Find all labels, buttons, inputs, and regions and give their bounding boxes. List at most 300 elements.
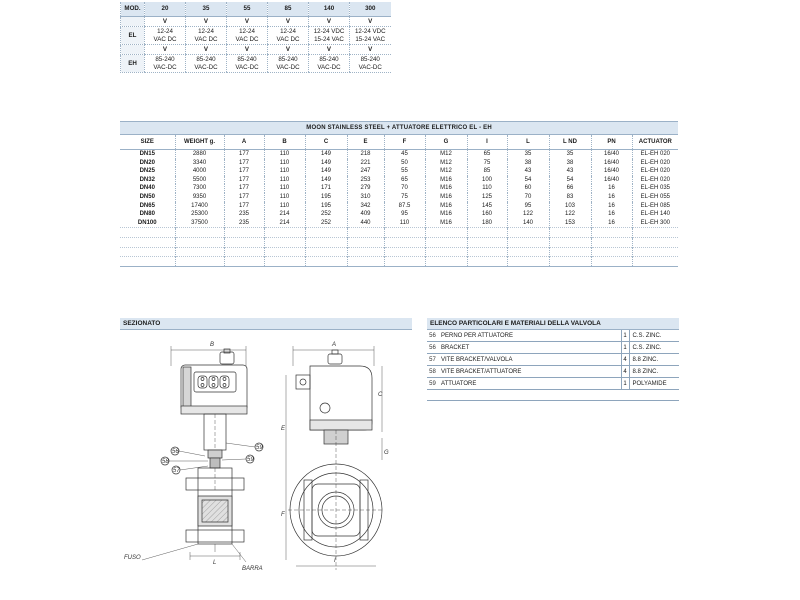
- voltage-cell: [145, 27, 186, 45]
- voltage-cell: V: [268, 45, 309, 55]
- dimension-cell: 70: [507, 193, 549, 202]
- voltage-cell: V: [227, 45, 268, 55]
- empty-cell: [224, 247, 264, 257]
- dimension-column-header: I: [467, 135, 507, 150]
- voltage-cell-line: 12-24: [280, 28, 296, 36]
- voltage-cell: V: [145, 45, 186, 55]
- dimension-cell: 95: [384, 210, 425, 219]
- dimension-cell: 95: [507, 202, 549, 211]
- dimension-cell: 177: [224, 159, 264, 168]
- voltage-cell: V: [350, 45, 391, 55]
- empty-cell: [632, 257, 678, 267]
- voltage-cell-line: 12-24: [198, 28, 214, 36]
- empty-cell: [425, 257, 467, 267]
- table-row: [120, 219, 678, 228]
- part-qty: 4: [621, 366, 629, 378]
- part-material: 8.8 ZINC.: [629, 354, 679, 366]
- dimension-cell: DN100: [137, 219, 157, 226]
- valve-drawing: [120, 330, 420, 575]
- voltage-row-label: [121, 17, 145, 27]
- dimension-cell: 16: [591, 193, 632, 202]
- dimension-cell: 4000: [175, 167, 224, 176]
- voltage-cell: [227, 55, 268, 73]
- voltage-cell-line: 85-240: [360, 56, 380, 64]
- dimension-cell: 149: [305, 167, 347, 176]
- table-row: [120, 167, 678, 176]
- dimension-cell: 50: [384, 159, 425, 168]
- dimension-cell: EL-EH 035: [632, 184, 678, 193]
- dimension-cell: 25300: [175, 210, 224, 219]
- voltage-cell-line: VAC-DC: [235, 63, 259, 71]
- voltage-cell: V: [186, 45, 227, 55]
- dimension-cell: 38: [507, 159, 549, 168]
- empty-cell: [591, 247, 632, 257]
- voltage-header-cell: 55: [227, 2, 268, 17]
- part-name: BRACKET: [438, 342, 621, 354]
- part-name: VITE BRACKET/VALVOLA: [438, 354, 621, 366]
- empty-cell: [425, 237, 467, 247]
- dimension-cell: DN15: [139, 151, 155, 157]
- voltage-cell: [350, 55, 391, 73]
- dimension-cell: 195: [305, 193, 347, 202]
- dimension-column-header: C: [305, 135, 347, 150]
- dimension-cell: 145: [467, 202, 507, 211]
- empty-cell: [224, 228, 264, 238]
- voltage-cell: V: [145, 17, 186, 27]
- table-row: [120, 150, 678, 159]
- empty-cell: [549, 237, 591, 247]
- dimension-column-header: E: [347, 135, 384, 150]
- dimension-column-header: G: [425, 135, 467, 150]
- part-material: C.S. ZINC.: [629, 342, 679, 354]
- dimension-cell: EL-EH 020: [632, 176, 678, 185]
- dimension-cell: 2880: [175, 150, 224, 159]
- voltage-cell: [309, 55, 350, 73]
- empty-row: [120, 237, 678, 247]
- dimension-cell: 252: [305, 210, 347, 219]
- dimension-cell: 149: [305, 176, 347, 185]
- dimension-cell: 171: [305, 184, 347, 193]
- dim-label-i: I: [334, 558, 336, 564]
- empty-cell: [305, 237, 347, 247]
- dim-label-b: B: [210, 342, 215, 348]
- empty-cell: [347, 257, 384, 267]
- dimension-table: [120, 121, 678, 267]
- list-item: [427, 330, 679, 342]
- table-row: [120, 184, 678, 193]
- part-qty: 1: [621, 330, 629, 342]
- dimension-cell: 16/40: [591, 176, 632, 185]
- empty-cell: [507, 247, 549, 257]
- dimension-cell: 177: [224, 176, 264, 185]
- dimension-cell: 35: [507, 150, 549, 159]
- part-material: C.S. ZINC.: [629, 330, 679, 342]
- empty-cell: [591, 257, 632, 267]
- dimension-cell: 110: [264, 167, 305, 176]
- part-n: 59: [427, 378, 438, 390]
- voltage-cell: [186, 27, 227, 45]
- empty-cell: [347, 237, 384, 247]
- empty-cell: [591, 228, 632, 238]
- voltage-cell-line: VAC-DC: [153, 63, 177, 71]
- voltage-cell: [350, 27, 391, 45]
- dimension-cell: 110: [264, 150, 305, 159]
- voltage-cell-line: VAC DC: [235, 35, 259, 43]
- dimension-cell: EL-EH 055: [632, 193, 678, 202]
- voltage-row-label: EL: [121, 27, 145, 45]
- dimension-cell: 160: [467, 210, 507, 219]
- empty-cell: [384, 228, 425, 238]
- voltage-header-cell: 35: [186, 2, 227, 17]
- part-n: 56: [427, 342, 438, 354]
- voltage-header-cell: 300: [350, 2, 391, 17]
- voltage-cell-line: 85-240: [196, 56, 216, 64]
- dimension-column-header: PN: [591, 135, 632, 150]
- dimension-cell: 43: [549, 167, 591, 176]
- empty-cell: [347, 228, 384, 238]
- empty-cell: [467, 228, 507, 238]
- dimension-cell: 65: [384, 176, 425, 185]
- dimension-cell: M12: [425, 167, 467, 176]
- callout-59a: 59: [256, 445, 263, 451]
- dimension-cell: 110: [264, 193, 305, 202]
- dimension-cell: 214: [264, 219, 305, 228]
- voltage-cell: [268, 27, 309, 45]
- dimension-cell: 66: [549, 184, 591, 193]
- dimension-cell: 85: [467, 167, 507, 176]
- dimension-cell: 3340: [175, 159, 224, 168]
- voltage-cell-line: 85-240: [155, 56, 175, 64]
- table-row: [120, 210, 678, 219]
- dimension-cell: 87.5: [384, 202, 425, 211]
- dimension-cell: DN80: [139, 211, 155, 218]
- dimension-cell: 235: [224, 210, 264, 219]
- dimension-cell: 125: [467, 193, 507, 202]
- dimension-cell: 65: [467, 150, 507, 159]
- dimension-cell: 177: [224, 193, 264, 202]
- dimension-cell: 149: [305, 150, 347, 159]
- dimension-cell: 153: [549, 219, 591, 228]
- voltage-cell-line: 85-240: [237, 56, 257, 64]
- voltage-cell-line: VAC-DC: [194, 63, 218, 71]
- parts-title: ELENCO PARTICOLARI E MATERIALI DELLA VALVOLA: [427, 318, 679, 330]
- voltage-cell: [186, 55, 227, 73]
- dimension-cell: 70: [384, 184, 425, 193]
- dimension-cell: EL-EH 020: [632, 159, 678, 168]
- voltage-cell: [227, 27, 268, 45]
- dimension-cell: DN25: [139, 168, 155, 175]
- dimension-cell: 177: [224, 167, 264, 176]
- parts-rule: [427, 400, 679, 401]
- empty-cell: [507, 257, 549, 267]
- dimension-cell: 5500: [175, 176, 224, 185]
- part-name: ATTUATORE: [438, 378, 621, 390]
- empty-cell: [264, 228, 305, 238]
- empty-cell: [632, 247, 678, 257]
- voltage-cell-line: 15-24 VAC: [355, 35, 386, 43]
- empty-cell: [264, 237, 305, 247]
- dimension-cell: 221: [347, 159, 384, 168]
- dim-label-g: G: [384, 450, 389, 456]
- empty-cell: [467, 247, 507, 257]
- dimension-cell: 17400: [175, 202, 224, 211]
- empty-cell: [632, 237, 678, 247]
- dimension-cell: 9350: [175, 193, 224, 202]
- empty-cell: [507, 237, 549, 247]
- dimension-column-header: SIZE: [120, 135, 175, 150]
- empty-cell: [549, 247, 591, 257]
- callout-56: 56: [172, 449, 179, 455]
- dimension-cell: 110: [467, 184, 507, 193]
- dimension-cell: DN40: [139, 185, 155, 192]
- dimension-cell: 180: [467, 219, 507, 228]
- dimension-table-title: MOON STAINLESS STEEL + ATTUATORE ELETTRICO EL - EH: [120, 122, 678, 135]
- empty-cell: [384, 257, 425, 267]
- dimension-cell: 75: [384, 193, 425, 202]
- dimension-cell: DN20: [139, 159, 155, 166]
- dim-label-f: F: [281, 512, 285, 518]
- dimension-cell: 100: [467, 176, 507, 185]
- empty-row: [120, 247, 678, 257]
- empty-cell: [305, 228, 347, 238]
- voltage-cell: V: [268, 17, 309, 27]
- dimension-cell: EL-EH 140: [632, 210, 678, 219]
- part-material: POLYAMIDE: [629, 378, 679, 390]
- part-name: PERNO PER ATTUATORE: [438, 330, 621, 342]
- empty-cell: [549, 257, 591, 267]
- dimension-cell: 253: [347, 176, 384, 185]
- dim-label-c: C: [378, 392, 383, 398]
- voltage-cell: V: [309, 45, 350, 55]
- voltage-cell: V: [186, 17, 227, 27]
- dimension-cell: 177: [224, 150, 264, 159]
- voltage-cell-line: VAC-DC: [358, 63, 382, 71]
- dimension-cell: 16/40: [591, 159, 632, 168]
- dimension-cell: DN32: [139, 176, 155, 183]
- dimension-cell: 35: [549, 150, 591, 159]
- dimension-cell: M16: [425, 219, 467, 228]
- empty-cell: [224, 237, 264, 247]
- empty-cell: [264, 247, 305, 257]
- dimension-cell: EL-EH 300: [632, 219, 678, 228]
- voltage-cell-line: VAC DC: [276, 35, 300, 43]
- callout-59b: 59: [247, 457, 254, 463]
- dimension-cell: 16/40: [591, 150, 632, 159]
- dimension-cell: 110: [264, 159, 305, 168]
- voltage-cell: V: [350, 17, 391, 27]
- voltage-header-cell: 20: [145, 2, 186, 17]
- dimension-cell: 214: [264, 210, 305, 219]
- dimension-cell: EL-EH 020: [632, 150, 678, 159]
- dim-label-l: L: [213, 560, 217, 566]
- empty-cell: [591, 237, 632, 247]
- dimension-cell: 310: [347, 193, 384, 202]
- label-fuso: FUSO: [124, 555, 141, 561]
- dimension-cell: 45: [384, 150, 425, 159]
- dimension-cell: 110: [264, 202, 305, 211]
- dimension-column-header: A: [224, 135, 264, 150]
- dimension-cell: 279: [347, 184, 384, 193]
- dimension-column-header: ACTUATOR: [632, 135, 678, 150]
- voltage-header-cell: 85: [268, 2, 309, 17]
- empty-cell: [305, 257, 347, 267]
- dimension-cell: DN65: [139, 202, 155, 209]
- empty-cell: [120, 237, 175, 247]
- dimension-cell: 16: [591, 202, 632, 211]
- dimension-cell: 247: [347, 167, 384, 176]
- dimension-cell: 37500: [175, 219, 224, 228]
- dimension-cell: 122: [549, 210, 591, 219]
- part-qty: 4: [621, 354, 629, 366]
- dimension-cell: 38: [549, 159, 591, 168]
- dimension-cell: EL-EH 020: [632, 167, 678, 176]
- section-title: SEZIONATO: [120, 318, 412, 330]
- dimension-cell: 409: [347, 210, 384, 219]
- voltage-row-label: [121, 45, 145, 55]
- dimension-cell: M12: [425, 150, 467, 159]
- dimension-cell: 177: [224, 202, 264, 211]
- voltage-cell-line: 12-24: [239, 28, 255, 36]
- part-qty: 1: [621, 378, 629, 390]
- dimension-cell: 16: [591, 184, 632, 193]
- empty-row: [120, 228, 678, 238]
- empty-cell: [632, 228, 678, 238]
- empty-cell: [175, 247, 224, 257]
- dimension-cell: 218: [347, 150, 384, 159]
- part-material: 8.8 ZINC.: [629, 366, 679, 378]
- parts-table: [427, 330, 679, 390]
- dimension-cell: 235: [224, 219, 264, 228]
- empty-cell: [264, 257, 305, 267]
- voltage-header-cell: MOD.: [121, 2, 145, 17]
- dimension-cell: EL-EH 085: [632, 202, 678, 211]
- empty-cell: [467, 237, 507, 247]
- dimension-cell: 60: [507, 184, 549, 193]
- voltage-cell-line: VAC DC: [194, 35, 218, 43]
- empty-cell: [120, 257, 175, 267]
- empty-cell: [549, 228, 591, 238]
- empty-cell: [224, 257, 264, 267]
- voltage-cell: V: [227, 17, 268, 27]
- dimension-cell: M16: [425, 210, 467, 219]
- dimension-cell: 54: [549, 176, 591, 185]
- voltage-cell-line: VAC-DC: [317, 63, 341, 71]
- dimension-cell: M16: [425, 184, 467, 193]
- voltage-cell-line: 15-24 VAC: [314, 35, 344, 43]
- dimension-column-header: B: [264, 135, 305, 150]
- dimension-column-header: WEIGHT g.: [175, 135, 224, 150]
- dimension-cell: 16: [591, 219, 632, 228]
- empty-cell: [425, 247, 467, 257]
- voltage-cell: [145, 55, 186, 73]
- dimension-cell: M16: [425, 193, 467, 202]
- empty-cell: [120, 228, 175, 238]
- dimension-cell: 110: [264, 176, 305, 185]
- empty-cell: [120, 247, 175, 257]
- dimension-cell: 103: [549, 202, 591, 211]
- dimension-cell: M12: [425, 159, 467, 168]
- empty-cell: [175, 228, 224, 238]
- dimension-cell: M16: [425, 202, 467, 211]
- dim-label-e: E: [281, 426, 286, 432]
- dimension-cell: 110: [264, 184, 305, 193]
- dimension-cell: 55: [384, 167, 425, 176]
- voltage-cell-line: VAC-DC: [276, 63, 300, 71]
- voltage-cell: V: [309, 17, 350, 27]
- dimension-cell: 177: [224, 184, 264, 193]
- table-row: [120, 193, 678, 202]
- voltage-cell-line: 12-24 VDC: [313, 28, 345, 36]
- dimension-cell: 122: [507, 210, 549, 219]
- dimension-cell: 195: [305, 202, 347, 211]
- callout-58: 58: [162, 459, 169, 465]
- dimension-cell: 110: [384, 219, 425, 228]
- voltage-table: [120, 2, 391, 73]
- dimension-cell: 252: [305, 219, 347, 228]
- dimension-cell: 75: [467, 159, 507, 168]
- empty-cell: [507, 228, 549, 238]
- empty-cell: [384, 247, 425, 257]
- empty-cell: [384, 237, 425, 247]
- voltage-header-cell: 140: [309, 2, 350, 17]
- part-n: 58: [427, 366, 438, 378]
- dimension-column-header: L: [507, 135, 549, 150]
- part-n: 57: [427, 354, 438, 366]
- dimension-cell: 342: [347, 202, 384, 211]
- part-qty: 1: [621, 342, 629, 354]
- voltage-cell: [268, 55, 309, 73]
- dimension-cell: 140: [507, 219, 549, 228]
- list-item: [427, 342, 679, 354]
- voltage-cell-line: 12-24 VDC: [354, 28, 386, 36]
- empty-cell: [425, 228, 467, 238]
- dimension-cell: M16: [425, 176, 467, 185]
- dimension-cell: 54: [507, 176, 549, 185]
- empty-cell: [305, 247, 347, 257]
- part-n: 56: [427, 330, 438, 342]
- table-row: [120, 202, 678, 211]
- dimension-cell: 149: [305, 159, 347, 168]
- list-item: [427, 366, 679, 378]
- voltage-cell: [309, 27, 350, 45]
- voltage-cell-line: 12-24: [157, 28, 173, 36]
- empty-cell: [175, 257, 224, 267]
- dimension-column-header: L ND: [549, 135, 591, 150]
- dim-label-a: A: [332, 342, 337, 348]
- label-barra: BARRA: [242, 566, 263, 572]
- list-item: [427, 378, 679, 390]
- callout-57: 57: [173, 468, 180, 474]
- voltage-cell-line: 85-240: [319, 56, 339, 64]
- list-item: [427, 354, 679, 366]
- voltage-cell-line: 85-240: [278, 56, 298, 64]
- dimension-cell: 43: [507, 167, 549, 176]
- dimension-cell: DN50: [139, 193, 155, 200]
- empty-cell: [467, 257, 507, 267]
- table-row: [120, 176, 678, 185]
- table-row: [120, 159, 678, 168]
- dimension-cell: 83: [549, 193, 591, 202]
- dimension-cell: 16: [591, 210, 632, 219]
- voltage-cell-line: VAC DC: [153, 35, 177, 43]
- voltage-row-label: EH: [121, 55, 145, 73]
- empty-row: [120, 257, 678, 267]
- dimension-cell: 440: [347, 219, 384, 228]
- dimension-cell: 7300: [175, 184, 224, 193]
- part-name: VITE BRACKET/ATTUATORE: [438, 366, 621, 378]
- dimension-column-header: F: [384, 135, 425, 150]
- dimension-cell: 16/40: [591, 167, 632, 176]
